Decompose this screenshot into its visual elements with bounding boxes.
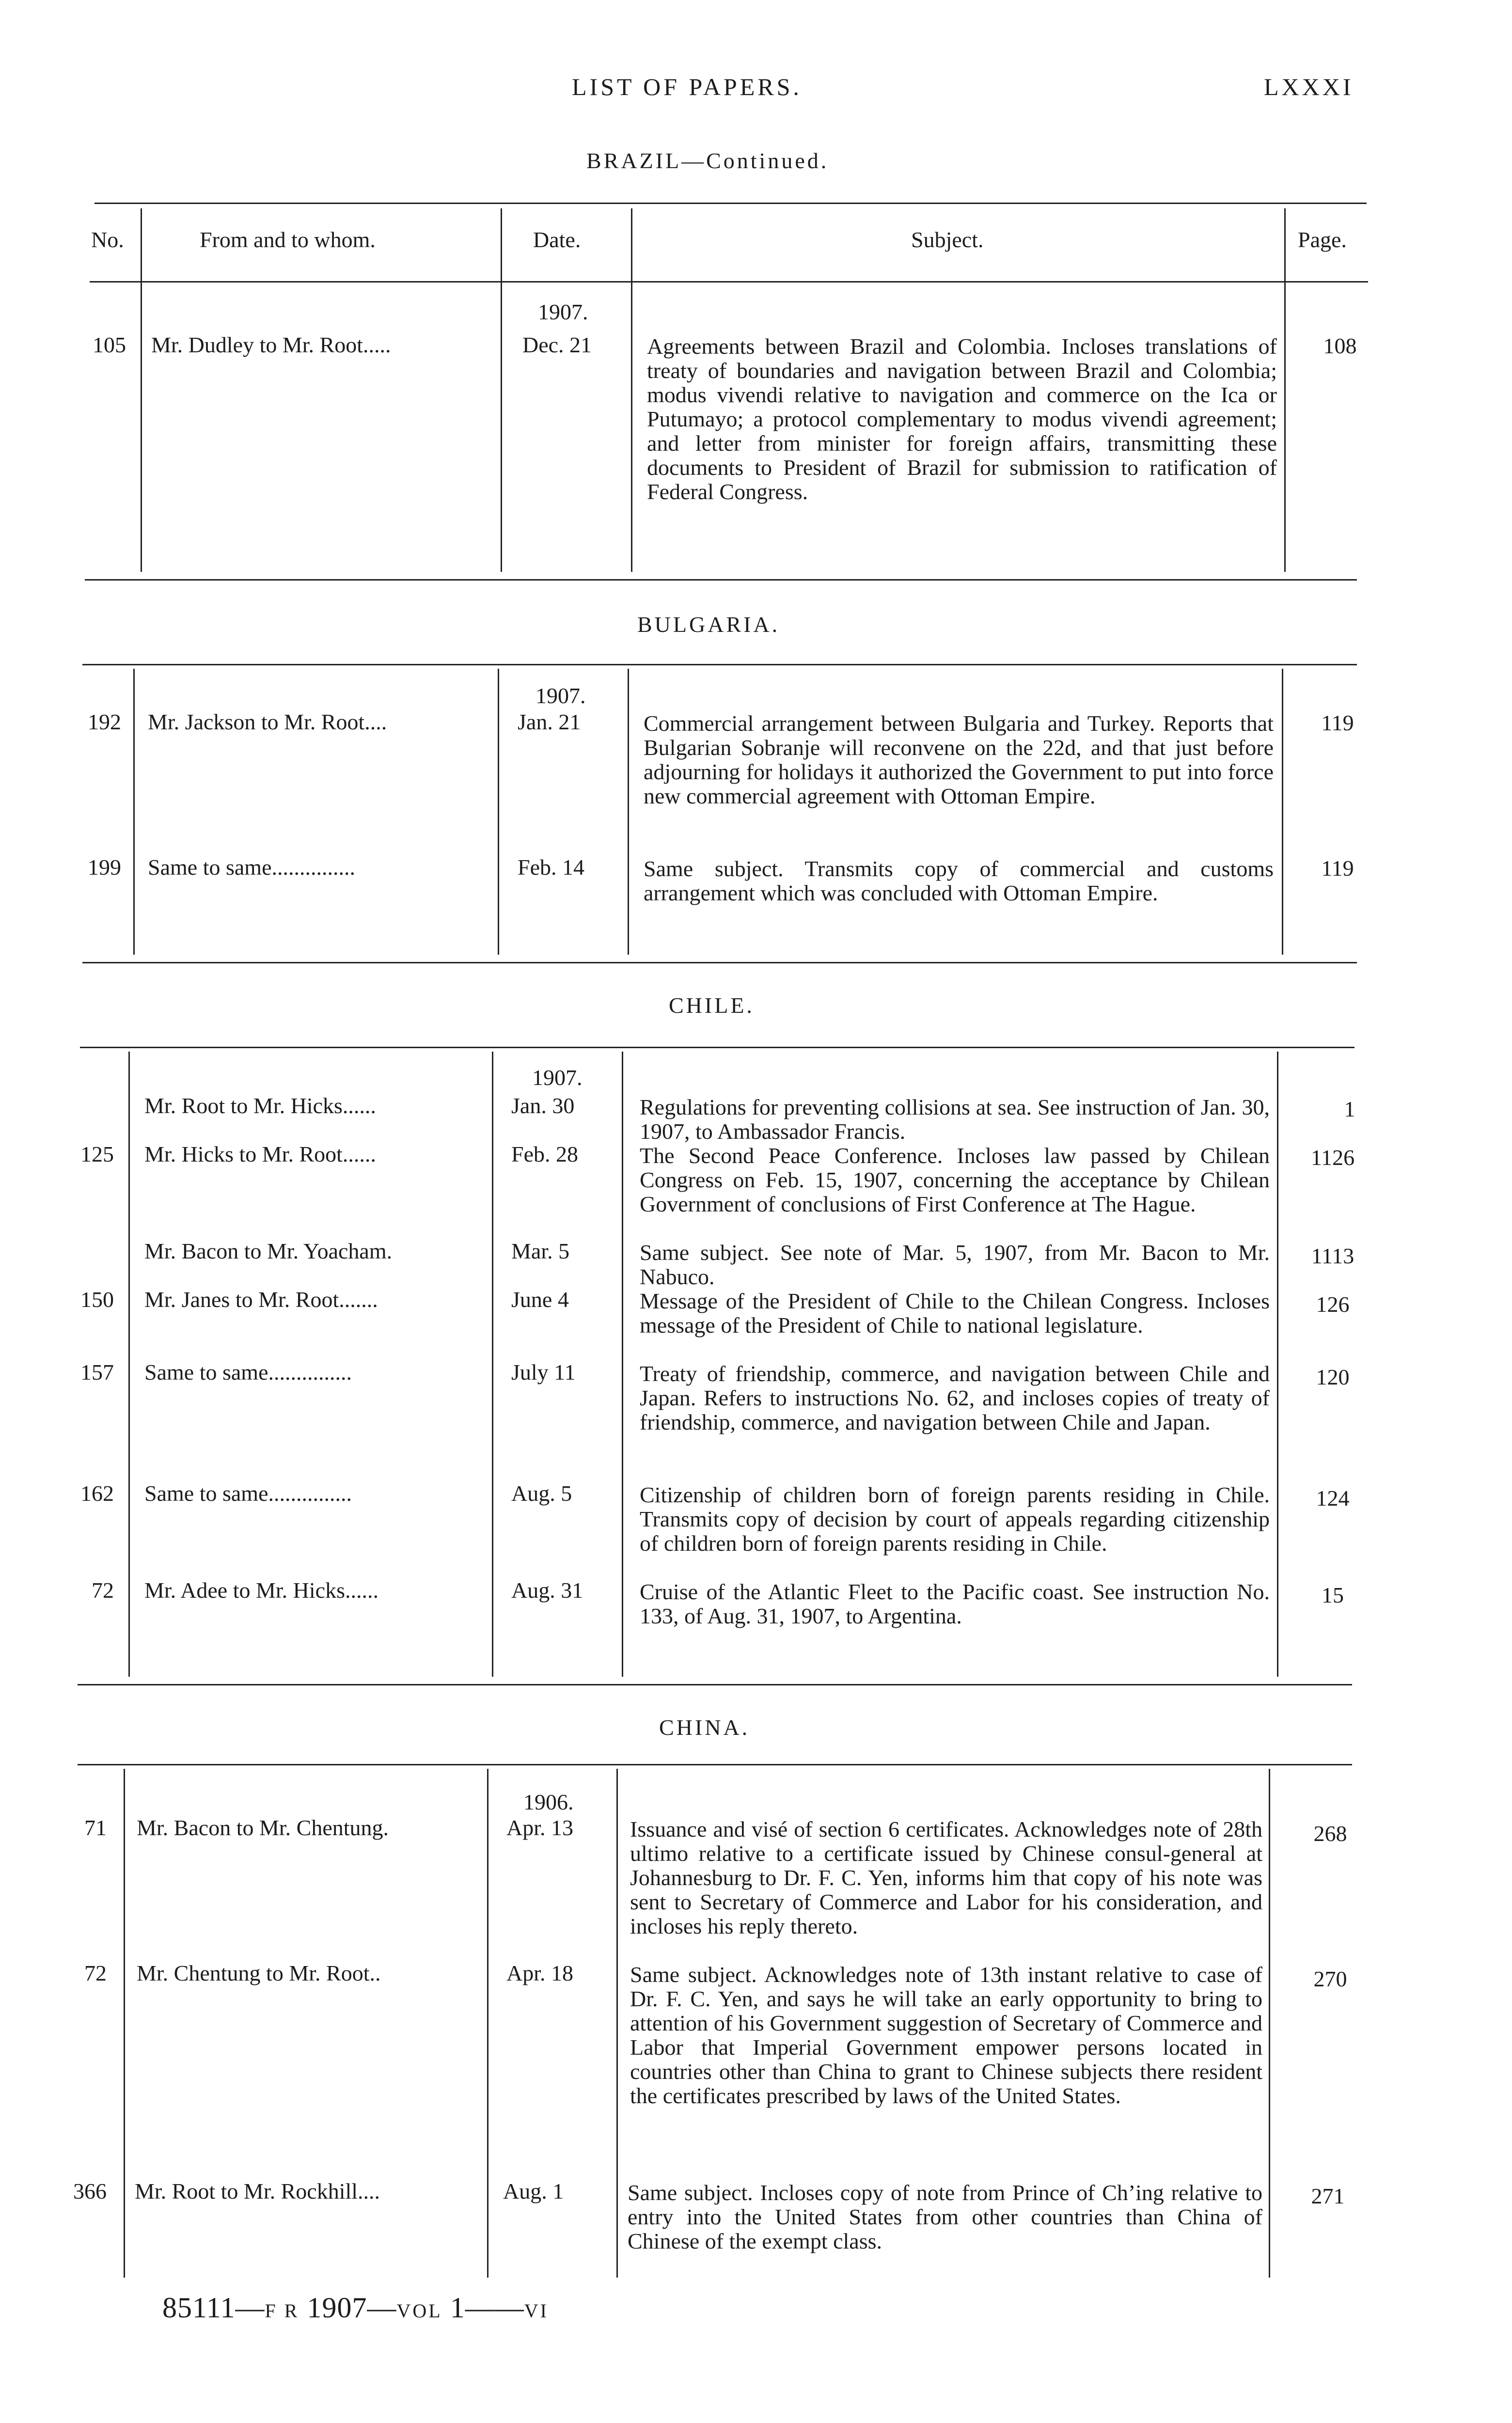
- printer-signature: [162, 2291, 549, 2325]
- row-date: June 4: [511, 1287, 569, 1312]
- row-from: Mr. Dudley to Mr. Root.....: [151, 332, 391, 357]
- row-date: Apr. 18: [506, 1961, 573, 1985]
- table-year: 1907.: [532, 1065, 583, 1090]
- row-from: Mr. Bacon to Mr. Yoacham.: [144, 1239, 393, 1263]
- row-date: Feb. 14: [518, 855, 584, 880]
- row-number: 366: [73, 2179, 107, 2203]
- row-page: 1: [1344, 1097, 1355, 1121]
- section-title-brazil: BRAZIL—Continued.: [586, 148, 829, 173]
- row-from: Mr. Hicks to Mr. Root......: [144, 1142, 376, 1166]
- row-page: 1113: [1311, 1243, 1354, 1268]
- row-number: 157: [80, 1360, 114, 1385]
- row-from: Mr. Root to Mr. Hicks......: [144, 1093, 376, 1118]
- column-rule: [128, 1052, 130, 1677]
- row-subject: Treaty of friendship, commerce, and navigation between Chile and Japan. Refers to instructions No. 62, and incloses copies of treaty of friendship, commerce, and navigation between Chile and Japan.: [640, 1361, 1270, 1434]
- column-rule: [1282, 669, 1283, 955]
- col-header-subject: Subject.: [911, 227, 984, 252]
- column-rule: [487, 1769, 488, 2278]
- row-page: 108: [1323, 333, 1357, 358]
- column-rule: [498, 669, 499, 955]
- row-page: 120: [1316, 1365, 1350, 1389]
- row-subject: Regulations for preventing collisions at sea. See instruction of Jan. 30, 1907, to Ambassador Francis.: [640, 1095, 1270, 1144]
- footer-code: 85111—: [162, 2292, 265, 2324]
- row-number: 125: [80, 1142, 114, 1166]
- row-from: Mr. Root to Mr. Rockhill....: [135, 2179, 380, 2203]
- col-header-page: Page.: [1298, 227, 1347, 252]
- column-rule: [1269, 1769, 1270, 2278]
- col-header-no: No.: [91, 227, 124, 252]
- row-page: 270: [1313, 1967, 1347, 1991]
- row-page: 124: [1316, 1486, 1350, 1510]
- row-from: Same to same...............: [148, 855, 355, 880]
- table-year: 1906.: [523, 1790, 574, 1814]
- row-page: 126: [1316, 1292, 1350, 1317]
- row-date: Apr. 13: [506, 1815, 573, 1840]
- row-number: 72: [92, 1578, 114, 1603]
- row-date: Feb. 28: [511, 1142, 578, 1166]
- row-subject: Agreements between Brazil and Colombia. Incloses translations of treaty of boundaries and navigation between Brazil and Colombia; modus vivendi relative to navigation and commerce on the Ica or Putumayo; a protocol complementary to modus vivendi agreement; and letter from minister for foreign affairs, transmitting these documents to President of Brazil for submission to ratification of Federal Congress.: [647, 334, 1277, 504]
- row-page: 271: [1311, 2184, 1345, 2208]
- footer-fr: F R: [265, 2300, 299, 2322]
- row-date: Jan. 30: [511, 1093, 575, 1118]
- row-subject: Same subject. Acknowledges note of 13th instant relative to case of Dr. F. C. Yen, and says he will take an early opportunity to bring to attention of his Government suggestion of Secretary of Commerce and Labor that Imperial Government empower persons located in countries other than China to grant to Chinese subjects there resident the certificates prescribed by laws of the United States.: [630, 1962, 1262, 2108]
- row-date: Mar. 5: [511, 1239, 570, 1263]
- row-from: Same to same...............: [144, 1360, 352, 1385]
- row-subject: Same subject. Transmits copy of commercial and customs arrangement which was concluded with Ottoman Empire.: [644, 856, 1274, 905]
- table-rule: [82, 664, 1357, 665]
- row-date: Aug. 31: [511, 1578, 583, 1603]
- row-number: 192: [88, 709, 121, 734]
- row-subject: Citizenship of children born of foreign parents residing in Chile. Transmits copy of decision by court of appeals regarding citizenship of children born of foreign parents residing in Chile.: [640, 1482, 1270, 1556]
- row-from: Mr. Adee to Mr. Hicks......: [144, 1578, 378, 1603]
- section-rule: [82, 962, 1357, 963]
- column-rule: [133, 669, 135, 955]
- column-rule: [141, 208, 142, 572]
- row-page: 1126: [1310, 1145, 1355, 1170]
- row-page: 119: [1321, 856, 1354, 881]
- table-rule: [78, 1764, 1352, 1765]
- column-rule: [1284, 208, 1286, 572]
- section-title-china: CHINA.: [659, 1715, 750, 1740]
- section-title-bulgaria: BULGARIA.: [637, 612, 780, 637]
- column-rule: [1277, 1052, 1278, 1677]
- row-page: 15: [1322, 1583, 1344, 1607]
- row-subject: Message of the President of Chile to the Chilean Congress. Incloses message of the President of Chile to national legislature.: [640, 1289, 1270, 1337]
- row-from: Same to same...............: [144, 1481, 352, 1506]
- row-number: 162: [80, 1481, 114, 1506]
- footer-rest: 1——: [450, 2292, 524, 2324]
- row-subject: Same subject. Incloses copy of note from Prince of Ch’ing relative to entry into the United States from other countries than China of Chinese of the exempt class.: [628, 2180, 1262, 2253]
- row-subject: Same subject. See note of Mar. 5, 1907, from Mr. Bacon to Mr. Nabuco.: [640, 1240, 1270, 1289]
- row-subject: The Second Peace Conference. Incloses law passed by Chilean Congress on Feb. 15, 1907, concerning the acceptance by Chilean Government of conclusions of First Conference at The Hague.: [640, 1143, 1270, 1216]
- row-page: 268: [1313, 1821, 1347, 1846]
- row-date: Jan. 21: [518, 709, 581, 734]
- row-page: 119: [1321, 710, 1354, 735]
- column-rule: [124, 1769, 125, 2278]
- table-rule: [90, 281, 1368, 283]
- row-number: 105: [93, 332, 126, 357]
- row-number: 72: [84, 1961, 107, 1985]
- page-numeral: LXXXI: [1264, 73, 1354, 100]
- row-date: July 11: [511, 1360, 576, 1385]
- section-rule: [85, 579, 1357, 581]
- section-rule: [78, 1684, 1352, 1685]
- footer-vol: VOL: [396, 2300, 442, 2322]
- row-subject: Cruise of the Atlantic Fleet to the Pacific coast. See instruction No. 133, of Aug. 31, 1907, to Argentina.: [640, 1579, 1270, 1628]
- column-rule: [492, 1052, 493, 1677]
- table-year: 1907.: [536, 683, 586, 708]
- row-from: Mr. Jackson to Mr. Root....: [148, 709, 387, 734]
- running-head-title: LIST OF PAPERS.: [572, 73, 802, 100]
- column-rule: [501, 208, 502, 572]
- table-rule: [94, 203, 1367, 204]
- footer-sig: VI: [524, 2300, 549, 2322]
- row-from: Mr. Chentung to Mr. Root..: [137, 1961, 381, 1985]
- row-subject: Issuance and visé of section 6 certificates. Acknowledges note of 28th ultimo relative to a certificate issued by Chinese consul-general at Johannesburg to Dr. F. C. Yen, informs him that copy of his note was sent to Secretary of Commerce and Labor for his consideration, and incloses his reply thereto.: [630, 1817, 1262, 1938]
- row-date: Aug. 1: [503, 2179, 564, 2203]
- row-date: Aug. 5: [511, 1481, 572, 1506]
- column-rule: [628, 669, 629, 955]
- column-rule: [616, 1769, 618, 2278]
- row-number: 199: [88, 855, 121, 880]
- row-number: 71: [84, 1815, 107, 1840]
- column-rule: [622, 1052, 623, 1677]
- table-rule: [80, 1047, 1354, 1048]
- table-year: 1907.: [538, 299, 588, 324]
- section-title-chile: CHILE.: [669, 993, 755, 1018]
- column-rule: [631, 208, 632, 572]
- row-from: Mr. Janes to Mr. Root.......: [144, 1287, 378, 1312]
- row-date: Dec. 21: [522, 332, 592, 357]
- col-header-from: From and to whom.: [200, 227, 376, 252]
- row-from: Mr. Bacon to Mr. Chentung.: [137, 1815, 389, 1840]
- row-number: 150: [80, 1287, 114, 1312]
- footer-year: 1907—: [307, 2292, 397, 2324]
- row-subject: Commercial arrangement between Bulgaria and Turkey. Reports that Bulgarian Sobranje will reconvene on the 22d, and that just before adjourning for holidays it authorized the Government to put into force new commercial agreement with Ottoman Empire.: [644, 711, 1274, 808]
- col-header-date: Date.: [533, 227, 581, 252]
